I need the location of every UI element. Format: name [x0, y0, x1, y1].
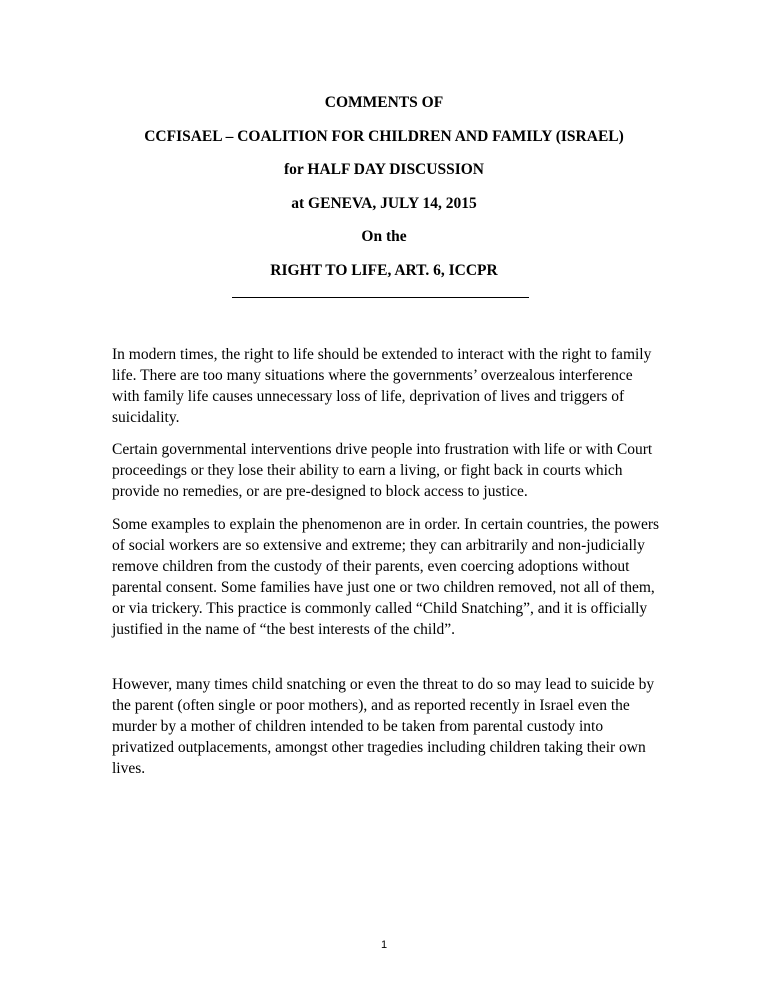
- body-paragraph-1: In modern times, the right to life should be extended to interact with the right to family life. There are too many situations where the governments’ overzealous interference with family life causes unnecessary loss of life, deprivation of lives and triggers of suicidality.: [112, 346, 652, 426]
- page-number: 1: [380, 939, 388, 951]
- document-heading-organization: CCFISAEL – COALITION FOR CHILDREN AND FAMILY (ISRAEL): [144, 128, 624, 145]
- document-heading-on-the: On the: [361, 228, 407, 245]
- document-heading-comments-of: COMMENTS OF: [324, 94, 444, 111]
- document-heading-discussion: for HALF DAY DISCUSSION: [284, 161, 484, 178]
- document-heading-location-date: at GENEVA, JULY 14, 2015: [291, 195, 477, 212]
- heading-divider-line: [232, 297, 529, 298]
- body-paragraph-3: Some examples to explain the phenomenon are in order. In certain countries, the powers of social workers are so extensive and extreme; they can arbitrarily and non-judicially remove children from the custody of their parents, even coercing adoptions without parental consent. Some families have just one or two children removed, not all of them, or via trickery. This practice is commonly called “Child Snatching”, and it is officially justified in the name of “the best interests of the child”.: [112, 516, 660, 638]
- document-heading-topic: RIGHT TO LIFE, ART. 6, ICCPR: [270, 262, 498, 279]
- body-paragraph-2: Certain governmental interventions drive people into frustration with life or with Court proceedings or they lose their ability to earn a living, or fight back in courts which provide no remedies, or are pre-designed to block access to justice.: [112, 441, 653, 500]
- body-paragraph-4: However, many times child snatching or even the threat to do so may lead to suicide by the parent (often single or poor mothers), and as reported recently in Israel even the murder by a mother of children intended to be taken from parental custody into privatized outplacements, amongst other tragedies including children taking their own lives.: [112, 676, 655, 777]
